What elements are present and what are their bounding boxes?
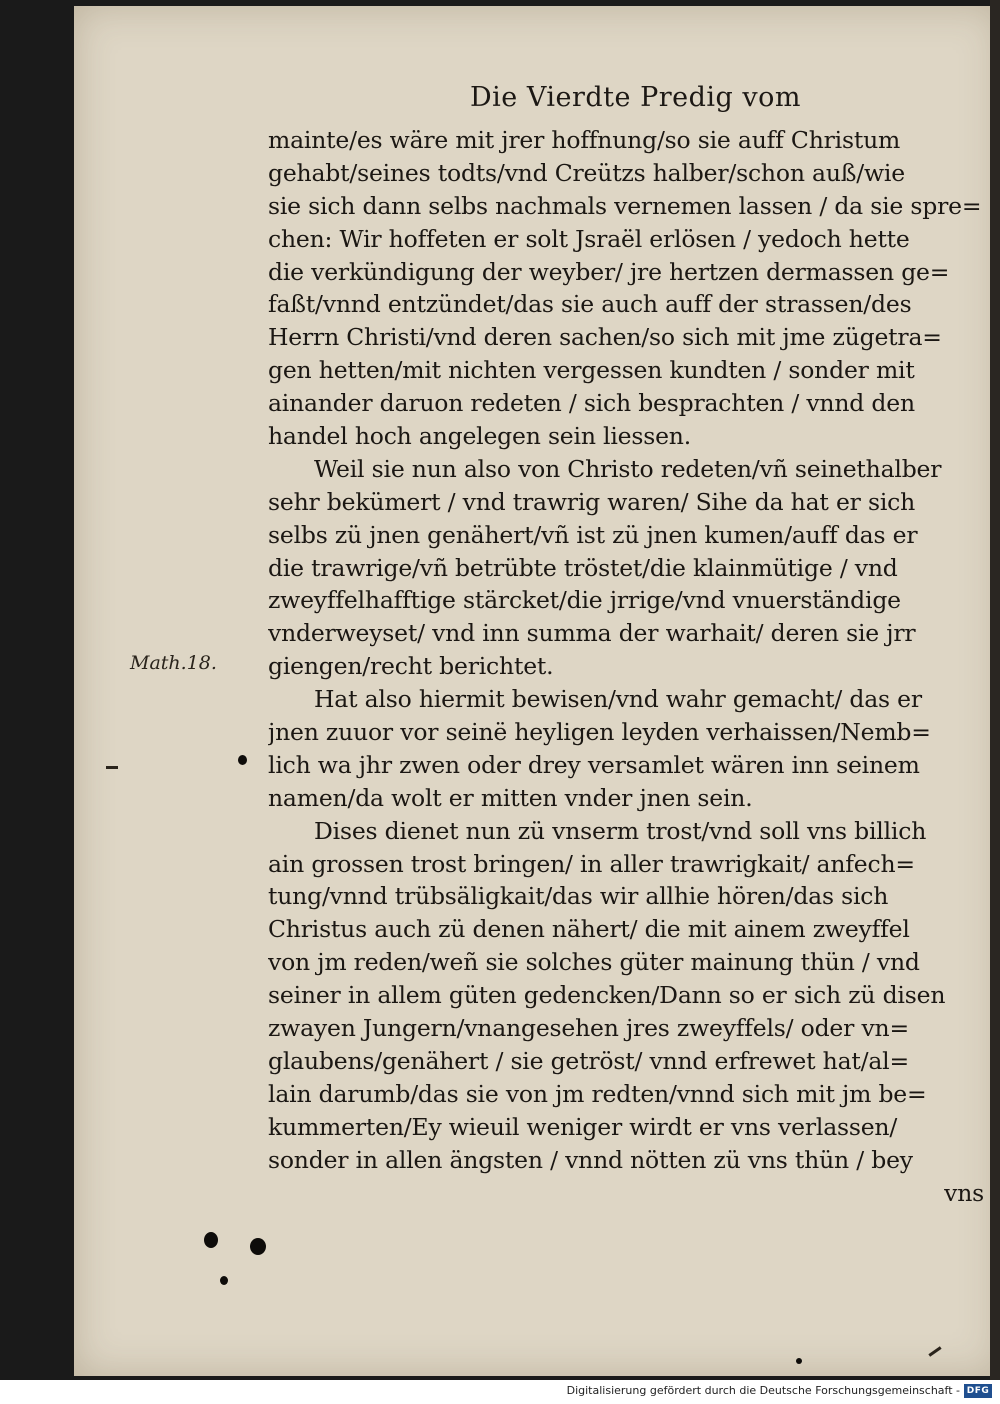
text-line: vns	[944, 1178, 984, 1207]
text-line: Weil sie nun also von Christo redeten/vñ seinethalber	[314, 454, 942, 483]
text-line: von jm reden/weñ sie solches güter mainung thün / vnd	[268, 948, 920, 977]
text-line: zwayen Jungern/vnangesehen jres zweyffels/ oder vn=	[268, 1014, 909, 1043]
text-line: sonder in allen ängsten / vnnd nötten zü vns thün / bey	[268, 1145, 913, 1174]
text-line: chen: Wir hoffeten er solt Jsraël erlösen / yedoch hette	[268, 224, 910, 253]
text-line: sehr bekümert / vnd trawrig waren/ Sihe da hat er sich	[268, 487, 916, 516]
text-line: mainte/es wäre mit jrer hoffnung/so sie auff Christum	[268, 126, 901, 154]
ink-blot	[204, 1232, 218, 1248]
text-line: lain darumb/das sie von jm redten/vnnd sich mit jm be=	[268, 1079, 927, 1108]
text-line: glaubens/genähert / sie getröst/ vnnd erfrewet hat/al=	[268, 1046, 909, 1075]
footer-credit: Digitalisierung gefördert durch die Deutsche Forschungsgemeinschaft -	[566, 1384, 960, 1397]
text-line: handel hoch angelegen sein liessen.	[268, 422, 691, 451]
text-line: giengen/recht berichtet.	[268, 652, 554, 681]
ink-blot	[220, 1276, 228, 1285]
text-line: Dises dienet nun zü vnserm trost/vnd soll vns billich	[314, 816, 927, 845]
ink-blot	[250, 1238, 266, 1255]
text-line: zweyffelhafftige stärcket/die jrrige/vnd vnuerständige	[268, 586, 901, 615]
margin-reference: Math.18.	[130, 652, 217, 674]
page-edge-shadow	[990, 0, 1000, 1380]
text-line: jnen zuuor vor seinë heyligen leyden verhaissen/Nemb=	[268, 718, 931, 747]
text-line: tung/vnnd trübsäligkait/das wir allhie hören/das sich	[268, 882, 889, 911]
text-line: faßt/vnnd entzündet/das sie auch auff der strassen/des	[268, 290, 912, 319]
body-text	[268, 124, 990, 1209]
text-line: ain grossen trost bringen/ in aller trawrigkait/ anfech=	[268, 849, 915, 878]
text-line: Hat also hiermit bewisen/vnd wahr gemacht/ das er	[314, 685, 922, 714]
digitization-footer	[0, 1380, 1000, 1404]
text-line: die trawrige/vñ betrübte tröstet/die klainmütige / vnd	[268, 553, 898, 582]
ink-blot	[796, 1358, 802, 1364]
text-line: selbs zü jnen genähert/vñ ist zü jnen kumen/auff das er	[268, 520, 918, 549]
text-line: gehabt/seines todts/vnd Creützs halber/schon auß/wie	[268, 158, 905, 187]
text-line: seiner in allem güten gedencken/Dann so er sich zü disen	[268, 981, 946, 1010]
running-header: Die Vierdte Predig vom	[470, 82, 802, 113]
ink-stroke	[106, 766, 118, 769]
text-line: Herrn Christi/vnd deren sachen/so sich mit jme zügetra=	[268, 323, 942, 352]
text-line: ainander daruon redeten / sich besprachten / vnnd den	[268, 389, 915, 418]
text-line: Christus auch zü denen nähert/ die mit ainem zweyffel	[268, 915, 910, 944]
text-line: vnderweyset/ vnd inn summa der warhait/ deren sie jrr	[268, 619, 916, 648]
dfg-logo-icon: DFG	[964, 1384, 992, 1398]
text-line: namen/da wolt er mitten vnder jnen sein.	[268, 783, 753, 812]
ink-blot	[238, 755, 247, 765]
text-line: sie sich dann selbs nachmals vernemen lassen / da sie spre=	[268, 191, 982, 220]
text-line: kummerten/Ey wieuil weniger wirdt er vns verlassen/	[268, 1112, 898, 1141]
text-line: die verkündigung der weyber/ jre hertzen dermassen ge=	[268, 257, 950, 286]
text-line: gen hetten/mit nichten vergessen kundten / sonder mit	[268, 356, 915, 385]
text-line: lich wa jhr zwen oder drey versamlet wären inn seinem	[268, 750, 920, 779]
